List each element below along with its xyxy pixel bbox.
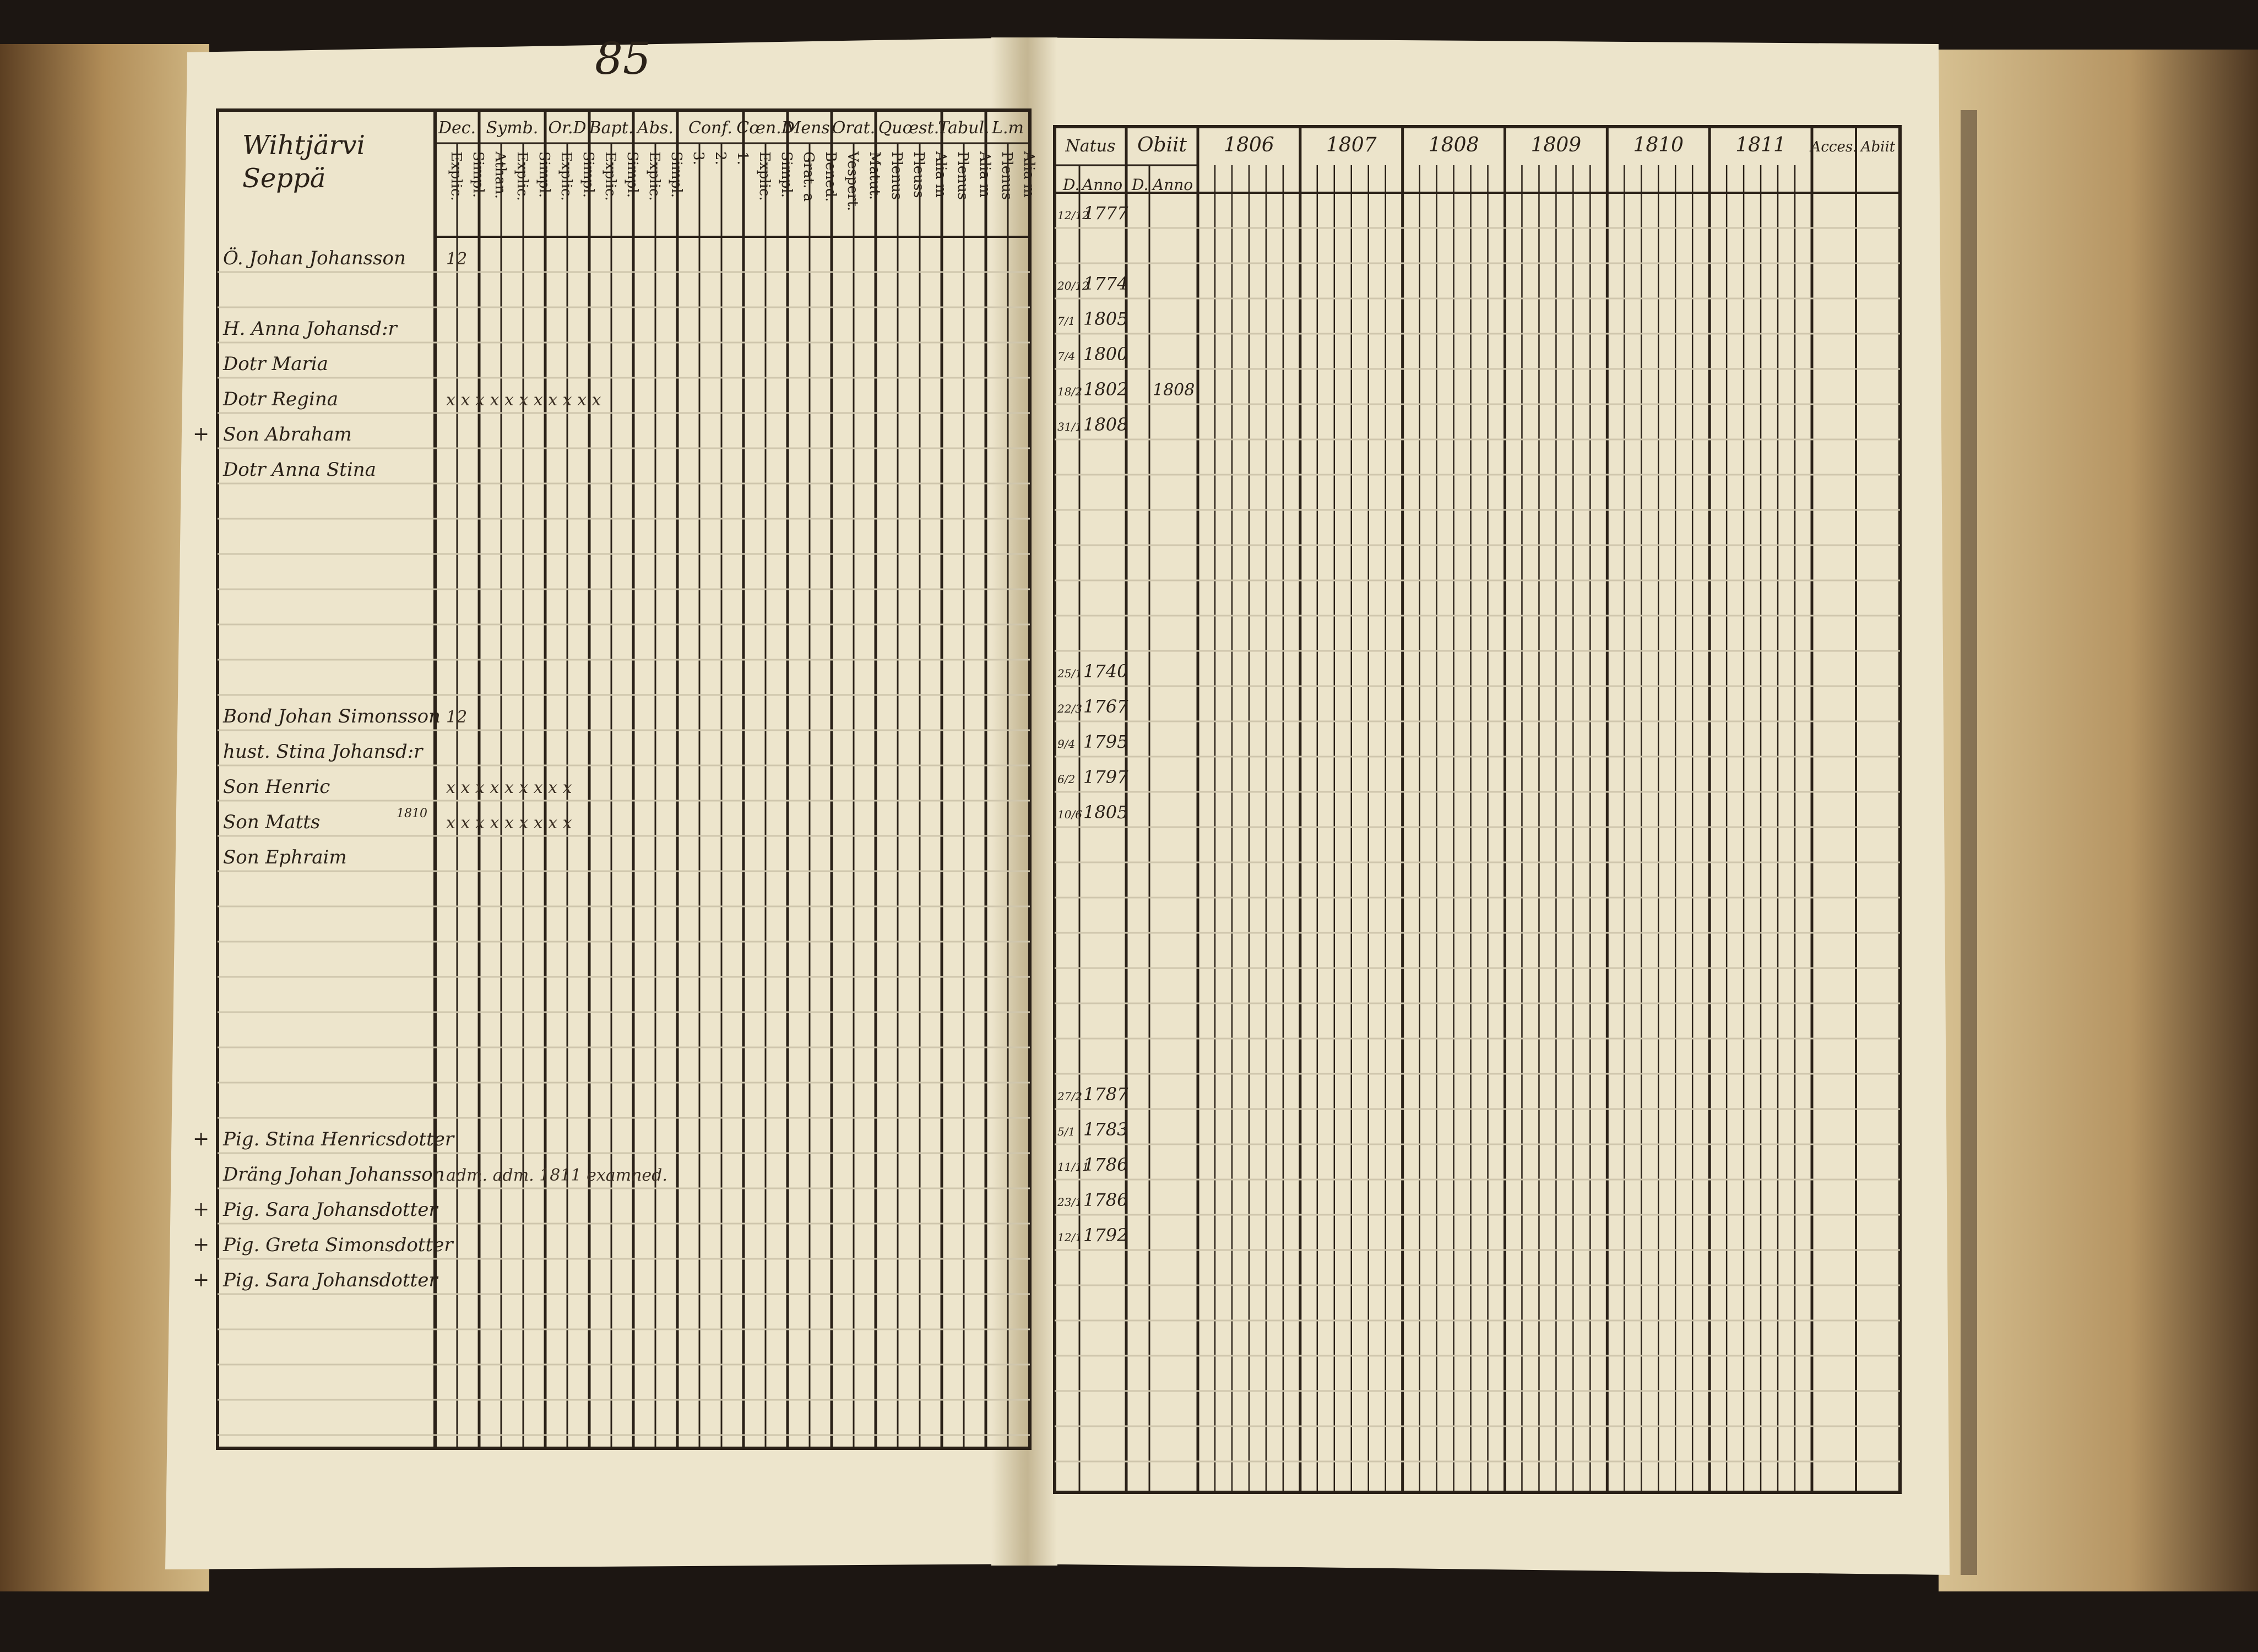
header-tabul: Tabul.	[938, 118, 990, 138]
birth-year: 1783	[1083, 1119, 1128, 1140]
header-bapt: Bapt.	[589, 118, 634, 138]
subheader-obiit-day: D.	[1132, 176, 1149, 194]
person-name: Son Matts	[223, 811, 321, 833]
header-dec: Dec.	[438, 118, 476, 138]
subheader-8-1: Matut.	[866, 151, 883, 200]
birth-year: 1805	[1083, 802, 1128, 823]
birth-year: 1805	[1083, 308, 1128, 329]
person-name: hust. Stina Johansd:r	[223, 741, 423, 763]
subheader-1-0: Athan.	[492, 151, 508, 199]
subheader-11-1: Alia m	[1021, 151, 1037, 198]
subheader-5-2: 1.	[734, 151, 751, 165]
birth-day: 7/4	[1057, 350, 1076, 363]
birth-year: 1797	[1083, 767, 1128, 787]
catechism-marks: 12	[446, 249, 468, 269]
subheader-9-1: Pleuss	[910, 151, 927, 198]
subheader-natus-year: Anno	[1082, 176, 1123, 194]
birth-day: 20/12	[1057, 279, 1089, 292]
right-table-frame	[1055, 127, 1900, 1492]
subheader-0-1: Simpl.	[470, 151, 486, 198]
birth-year: 1777	[1083, 203, 1128, 224]
birth-day: 11/11	[1057, 1160, 1089, 1173]
subheader-11-0: Plenus	[998, 151, 1015, 200]
farm-title-line2: Seppä	[242, 163, 326, 194]
person-name: Son Abraham	[223, 423, 352, 445]
birth-day: 31/1	[1057, 420, 1082, 433]
margin-cross-mark: +	[193, 1233, 210, 1256]
subheader-6-1: Simpl.	[778, 151, 795, 198]
birth-day: 22/3	[1057, 702, 1082, 715]
birth-year: 1786	[1083, 1189, 1128, 1210]
person-name: Dotr Anna Stina	[223, 459, 376, 481]
person-name: Son Ephraim	[223, 846, 347, 868]
subheader-6-0: Explic.	[756, 151, 773, 201]
birth-year: 1767	[1083, 696, 1128, 717]
birth-day: 10/6	[1057, 808, 1082, 821]
death-year: 1808	[1153, 381, 1195, 400]
header-mens: Mens.	[784, 118, 835, 138]
birth-year: 1808	[1083, 414, 1128, 435]
margin-cross-mark: +	[193, 1198, 210, 1221]
header-accessit: Acces.	[1810, 139, 1858, 155]
birth-year: 1774	[1083, 273, 1128, 294]
subheader-7-1: Bened.	[822, 151, 839, 202]
subheader-4-0: Explic.	[646, 151, 663, 201]
header-year-1808: 1808	[1428, 134, 1479, 156]
birth-day: 23/1	[1057, 1195, 1082, 1209]
subheader-8-0: Vespert.	[844, 151, 861, 211]
subheader-7-0: Grat. a	[800, 151, 817, 202]
subheader-9-0: Plenus	[888, 151, 905, 200]
birth-day: 9/4	[1057, 737, 1076, 751]
birth-day: 5/1	[1057, 1125, 1076, 1138]
farm-title-line1: Wihtjärvi	[242, 130, 365, 161]
header-year-1807: 1807	[1326, 134, 1377, 156]
margin-cross-mark: +	[193, 423, 210, 445]
catechism-marks: adm. adm. 1811 examned.	[446, 1166, 667, 1185]
birth-day: 27/2	[1057, 1090, 1082, 1103]
person-name: Dotr Regina	[223, 388, 338, 410]
header-symb: Symb.	[486, 118, 539, 138]
person-name: Dräng Johan Johansson	[223, 1164, 445, 1186]
person-name: Pig. Greta Simonsdotter	[223, 1234, 453, 1256]
subheader-4-1: Simpl.	[668, 151, 685, 198]
person-name: Pig. Stina Henricsdotter	[223, 1128, 454, 1150]
subheader-5-0: 3.	[690, 151, 707, 165]
header-year-1810: 1810	[1633, 134, 1684, 156]
header-abiit: Abiit	[1860, 139, 1896, 155]
header-year-1806: 1806	[1224, 134, 1274, 156]
header-year-1809: 1809	[1530, 134, 1582, 156]
subheader-0-0: Explic.	[448, 151, 464, 201]
birth-year: 1795	[1083, 731, 1128, 752]
birth-year: 1740	[1083, 661, 1128, 682]
header-qust: Quœst.	[878, 118, 940, 138]
birth-year: 1800	[1083, 344, 1128, 365]
margin-cross-mark: +	[193, 1128, 210, 1150]
page-number: 85	[595, 33, 651, 84]
subheader-9-2: Alia m	[932, 151, 949, 198]
person-name: H. Anna Johansd:r	[223, 318, 397, 340]
header-year-1811: 1811	[1735, 134, 1786, 156]
subheader-5-1: 2.	[712, 151, 729, 165]
header-obiit: Obiit	[1137, 134, 1187, 156]
birth-day: 25/1	[1057, 667, 1082, 680]
catechism-marks: 12	[446, 708, 468, 727]
person-name: Pig. Sara Johansdotter	[223, 1269, 438, 1291]
person-name: Pig. Sara Johansdotter	[223, 1199, 438, 1221]
birth-year: 1792	[1083, 1225, 1128, 1246]
header-ord: Or.D	[548, 118, 587, 138]
header-natus: Natus	[1065, 137, 1116, 156]
margin-cross-mark: +	[193, 1269, 210, 1291]
birth-day: 12/12	[1057, 209, 1089, 222]
subheader-2-1: Simpl.	[580, 151, 596, 198]
birth-day: 6/2	[1057, 773, 1076, 786]
header-cnd: Cœn.D	[736, 118, 795, 138]
birth-day: 12/1	[1057, 1231, 1082, 1244]
subheader-10-1: Alia m	[976, 151, 993, 198]
subheader-3-0: Explic.	[602, 151, 618, 201]
catechism-marks: x x x x x x x x x	[446, 778, 572, 797]
subheader-obiit-year: Anno	[1153, 176, 1193, 194]
person-name: Dotr Maria	[223, 353, 328, 375]
subheader-10-0: Plenus	[954, 151, 971, 200]
subheader-natus-day: D.	[1063, 176, 1080, 194]
birth-day: 7/1	[1057, 314, 1076, 328]
header-abs: Abs.	[637, 118, 674, 138]
catechism-marks: x x x x x x x x x x x	[446, 390, 601, 410]
birth-year: 1787	[1083, 1084, 1128, 1105]
subheader-2-0: Explic.	[558, 151, 574, 201]
person-name: Son Henric	[223, 776, 330, 798]
subheader-1-2: Simpl.	[536, 151, 552, 198]
subheader-3-1: Simpl.	[624, 151, 641, 198]
catechism-marks: x x x x x x x x x	[446, 813, 572, 833]
person-name: Bond Johan Simonsson	[223, 705, 441, 727]
header-orat: Orat.	[832, 118, 876, 138]
person-note: 1810	[397, 807, 427, 820]
person-name: Ö. Johan Johansson	[223, 247, 406, 269]
subheader-1-1: Explic.	[514, 151, 530, 201]
header-lm: L.m	[992, 118, 1024, 138]
birth-day: 18/2	[1057, 385, 1082, 398]
birth-year: 1786	[1083, 1154, 1128, 1175]
birth-year: 1802	[1083, 379, 1128, 400]
header-conf: Conf.	[688, 118, 732, 138]
